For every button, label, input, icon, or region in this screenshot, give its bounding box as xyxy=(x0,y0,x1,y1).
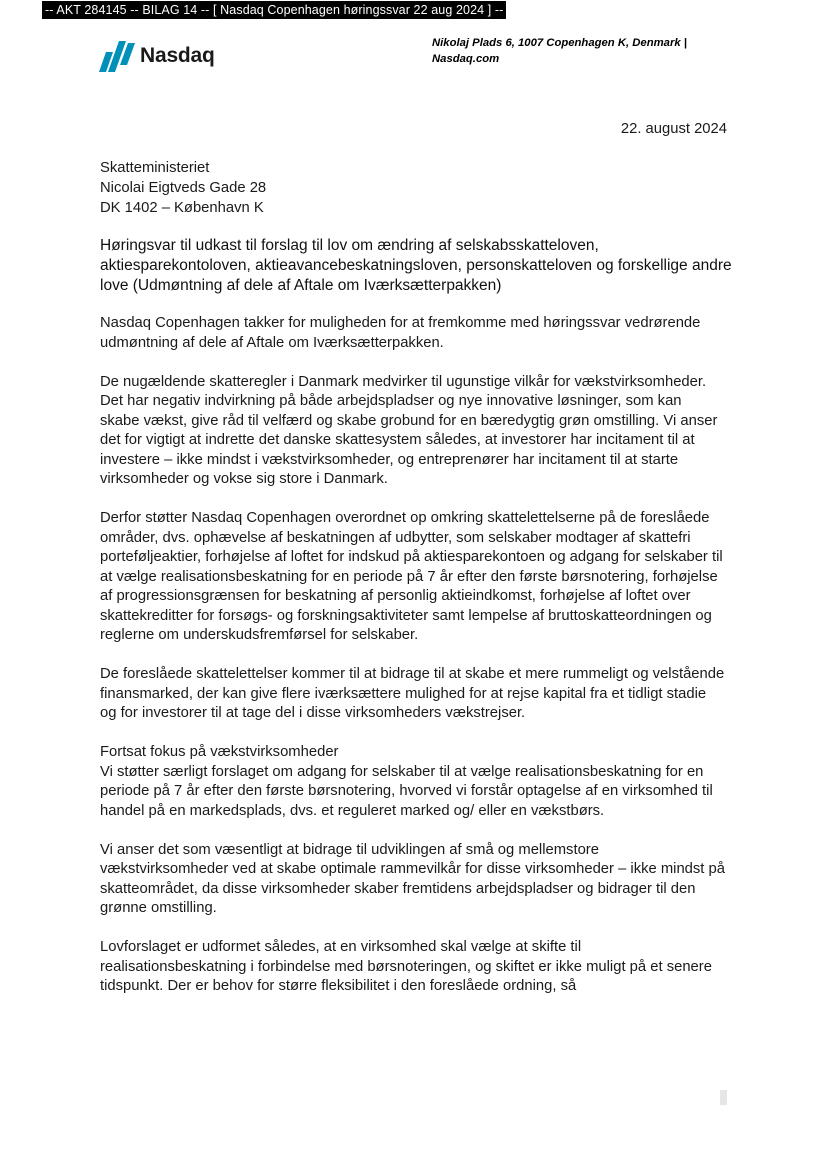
sender-address-line: Nikolaj Plads 6, 1007 Copenhagen K, Denmark | xyxy=(432,37,687,49)
sender-website: Nasdaq.com xyxy=(432,53,500,65)
section-heading: Fortsat fokus på vækstvirksomheder xyxy=(100,744,339,760)
nasdaq-logo xyxy=(99,38,215,72)
nasdaq-logo-text: Nasdaq xyxy=(140,44,215,67)
letter-body xyxy=(100,314,725,1016)
sender-address xyxy=(432,35,687,67)
letter-subject: Høringsvar til udkast til forslag til lov om ændring af selskabsskatteloven, aktiesparekontoloven, aktieavancebeskatningsloven, personskatteloven og forskellige andre love (Udmøntning af dele af Aftale om Iværksætterpakken) xyxy=(100,237,732,294)
section-paragraph: Lovforslaget er udformet således, at en virksomhed skal vælge at skifte til realisationsbeskatning i forbindelse med børsnoteringen, og skiftet er ikke muligt på et senere tidspunkt. Der er behov for større fleksibilitet i den foreslåede ordning, så xyxy=(100,939,712,994)
recipient-city: DK 1402 – København K xyxy=(100,200,264,216)
recipient-street: Nicolai Eigtveds Gade 28 xyxy=(100,180,267,196)
body-paragraph: De nugældende skatteregler i Danmark medvirker til ugunstige vilkår for vækstvirksomheder. Det har negativ indvirkning på både arbejdspladser og nye innovative løsninger, som kan skabe vækst, give råd til velfærd og skabe grobund for en bæredygtig grøn omstilling. Vi anser det for vigtigt at indrette det danske skattesystem således, at investorer har incitament til at investere – ikke mindst i vækstvirksomheder, og entreprenører har incitament til at starte virksomheder og vokse sig store i Danmark. xyxy=(100,373,718,487)
nasdaq-logo-icon xyxy=(99,39,135,72)
body-paragraph: Nasdaq Copenhagen takker for muligheden for at fremkomme med høringssvar vedrørende udmøntning af dele af Aftale om Iværksætterpakken. xyxy=(100,315,701,351)
section-paragraph: Vi anser det som væsentligt at bidrage til udviklingen af små og mellemstore vækstvirksomheder ved at skabe optimale rammevilkår for disse virksomheder – ikke mindst på skatteområdet, da disse virksomheder skaber fremtidens arbejdspladser og bidrager til den grønne omstilling. xyxy=(100,841,725,916)
body-paragraph: De foreslåede skattelettelser kommer til at bidrage til at skabe et mere rummeligt og velstående finansmarked, der kan give flere iværksættere mulighed for at rejse kapital fra et tidligt stadie og for investorer til at tage del i disse virksomheders vækstrejser. xyxy=(100,666,725,721)
document-stamp: -- AKT 284145 -- BILAG 14 -- [ Nasdaq Copenhagen høringssvar 22 aug 2024 ] -- xyxy=(42,1,506,19)
letter-date: 22. august 2024 xyxy=(620,121,727,137)
page-marker xyxy=(720,1090,727,1105)
body-paragraph: Derfor støtter Nasdaq Copenhagen overordnet op omkring skattelettelserne på de foreslåede områder, dvs. ophævelse af beskatningen af udbytter, som selskaber modtager af skattefri porteføljeaktier, forhøjelse af loftet for indskud på aktiesparekontoen og adgang for selskaber til at vælge realisationsbeskatning for en periode på 7 år efter den første børsnotering, forhøjelse af progressionsgrænsen for beskatning af personlig aktieindkomst, forhøjelse af loftet over skattekreditter for forsøgs- og forskningsaktiviteter samt lempelse af bruttoskatteordningen og reglerne om underskudsfremførsel for selskaber. xyxy=(100,510,723,643)
section-paragraph: Vi støtter særligt forslaget om adgang for selskaber til at vælge realisationsbeskatning for en periode på 7 år efter den første børsnotering, hvorved vi forstår optagelse af en virksomhed til handel på en markedsplads, dvs. et reguleret marked og/ eller en vækstbørs. xyxy=(100,763,713,819)
recipient-name: Skatteministeriet xyxy=(100,160,210,176)
recipient-address xyxy=(100,158,266,218)
